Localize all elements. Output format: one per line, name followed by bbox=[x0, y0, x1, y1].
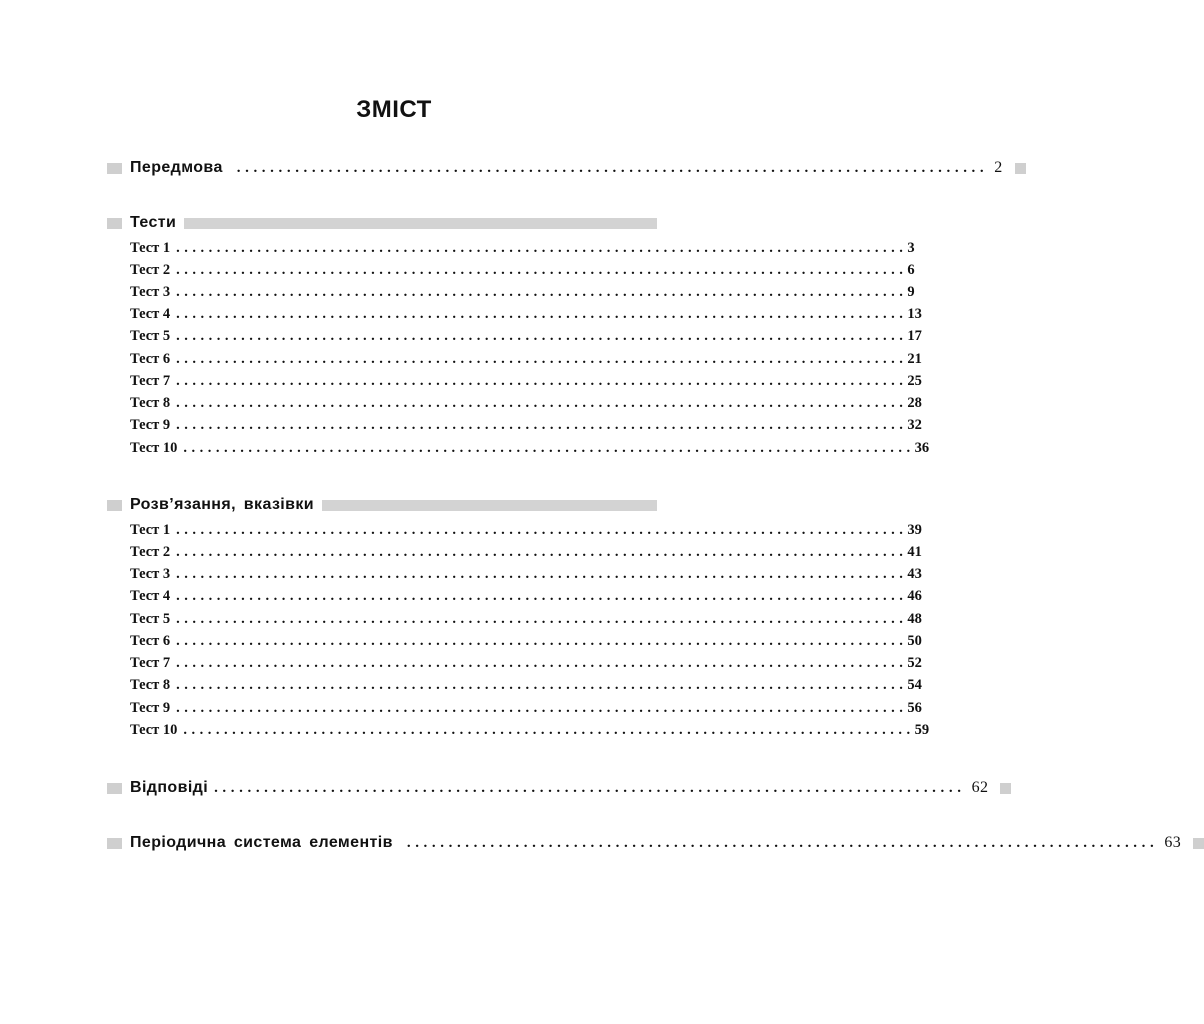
section-marker bbox=[107, 163, 122, 174]
toc-item-solution[interactable] bbox=[130, 522, 922, 542]
dot-leader: .......................................................................................... bbox=[176, 328, 908, 344]
section-label: Передмова bbox=[130, 159, 223, 176]
page-number: 2 bbox=[994, 159, 1003, 176]
dot-leader: .......................................................................................... bbox=[176, 284, 908, 300]
page-number: 59 bbox=[914, 722, 930, 738]
page-number: 6 bbox=[907, 262, 915, 278]
toc-section-answers[interactable] bbox=[107, 777, 989, 799]
dot-leader: .......................................................................................... bbox=[236, 159, 989, 176]
page-number: 52 bbox=[907, 655, 922, 671]
dot-leader: .......................................................................................... bbox=[176, 566, 908, 582]
dot-leader: .......................................................................................... bbox=[183, 722, 915, 738]
toc-item-test[interactable] bbox=[130, 262, 915, 282]
dot-leader: .......................................................................................... bbox=[176, 417, 908, 433]
item-label: Тест 10 bbox=[130, 722, 178, 738]
section-label: Тести bbox=[130, 214, 177, 231]
item-label: Тест 7 bbox=[130, 373, 171, 389]
toc-section-tests[interactable] bbox=[107, 212, 657, 234]
page-number: 54 bbox=[907, 677, 922, 693]
toc-item-test[interactable] bbox=[130, 417, 922, 437]
dot-leader: .......................................................................................... bbox=[176, 655, 908, 671]
item-label: Тест 5 bbox=[130, 328, 171, 344]
item-label: Тест 1 bbox=[130, 522, 171, 538]
item-label: Тест 9 bbox=[130, 700, 171, 716]
item-label: Тест 9 bbox=[130, 417, 171, 433]
toc-item-test[interactable] bbox=[130, 328, 922, 348]
section-bar bbox=[322, 500, 657, 511]
page-number: 36 bbox=[914, 440, 930, 456]
page-number: 21 bbox=[907, 351, 922, 367]
section-bar bbox=[184, 218, 657, 229]
toc-section-periodic-table[interactable] bbox=[107, 832, 1182, 854]
dot-leader: .......................................................................................... bbox=[176, 395, 908, 411]
toc-item-solution[interactable] bbox=[130, 722, 930, 742]
item-label: Тест 7 bbox=[130, 655, 171, 671]
section-marker bbox=[1015, 163, 1026, 174]
toc-item-test[interactable] bbox=[130, 351, 922, 371]
toc-item-solution[interactable] bbox=[130, 633, 922, 653]
toc-item-test[interactable] bbox=[130, 284, 915, 304]
section-marker bbox=[1193, 838, 1204, 849]
dot-leader: .......................................................................................... bbox=[214, 779, 966, 796]
item-label: Тест 10 bbox=[130, 440, 178, 456]
item-label: Тест 4 bbox=[130, 588, 171, 604]
page-number: 28 bbox=[907, 395, 922, 411]
toc-item-test[interactable] bbox=[130, 440, 930, 460]
section-marker bbox=[107, 838, 122, 849]
item-label: Тест 4 bbox=[130, 306, 171, 322]
dot-leader: .......................................................................................... bbox=[406, 834, 1159, 851]
page-number: 46 bbox=[907, 588, 922, 604]
section-marker bbox=[1000, 783, 1011, 794]
section-label: Відповіді bbox=[130, 779, 209, 796]
page-number: 13 bbox=[907, 306, 922, 322]
dot-leader: .......................................................................................... bbox=[176, 351, 908, 367]
dot-leader: .......................................................................................... bbox=[176, 633, 908, 649]
toc-item-solution[interactable] bbox=[130, 677, 922, 697]
dot-leader: .......................................................................................... bbox=[183, 440, 915, 456]
toc-item-solution[interactable] bbox=[130, 700, 922, 720]
page-number: 25 bbox=[907, 373, 922, 389]
dot-leader: .......................................................................................... bbox=[176, 522, 908, 538]
toc-item-solution[interactable] bbox=[130, 655, 922, 675]
page-number: 32 bbox=[907, 417, 922, 433]
page-number: 63 bbox=[1164, 834, 1182, 851]
page-number: 17 bbox=[907, 328, 922, 344]
page-number: 48 bbox=[907, 611, 922, 627]
toc-item-test[interactable] bbox=[130, 240, 915, 260]
toc-section-preface[interactable] bbox=[107, 157, 1003, 179]
toc-item-test[interactable] bbox=[130, 373, 922, 393]
page-number: 9 bbox=[907, 284, 915, 300]
section-marker bbox=[107, 783, 122, 794]
dot-leader: .......................................................................................... bbox=[176, 611, 908, 627]
item-label: Тест 3 bbox=[130, 566, 171, 582]
section-label: Періодична система елементів bbox=[130, 834, 393, 851]
item-label: Тест 3 bbox=[130, 284, 171, 300]
item-label: Тест 6 bbox=[130, 633, 171, 649]
dot-leader: .......................................................................................... bbox=[176, 677, 908, 693]
page-number: 3 bbox=[907, 240, 915, 256]
dot-leader: .......................................................................................... bbox=[176, 588, 908, 604]
item-label: Тест 2 bbox=[130, 262, 171, 278]
toc-item-test[interactable] bbox=[130, 395, 922, 415]
item-label: Тест 1 bbox=[130, 240, 171, 256]
item-label: Тест 8 bbox=[130, 395, 171, 411]
toc-item-solution[interactable] bbox=[130, 588, 922, 608]
section-marker bbox=[107, 500, 122, 511]
item-label: Тест 6 bbox=[130, 351, 171, 367]
toc-item-solution[interactable] bbox=[130, 611, 922, 631]
section-label: Розв’язання, вказівки bbox=[130, 496, 315, 513]
toc-item-test[interactable] bbox=[130, 306, 922, 326]
dot-leader: .......................................................................................... bbox=[176, 240, 908, 256]
page-number: 62 bbox=[971, 779, 989, 796]
item-label: Тест 5 bbox=[130, 611, 171, 627]
page-number: 56 bbox=[907, 700, 922, 716]
dot-leader: .......................................................................................... bbox=[176, 262, 908, 278]
toc-section-solutions[interactable] bbox=[107, 494, 657, 516]
page-number: 39 bbox=[907, 522, 922, 538]
dot-leader: .......................................................................................... bbox=[176, 306, 908, 322]
dot-leader: .......................................................................................... bbox=[176, 700, 908, 716]
item-label: Тест 8 bbox=[130, 677, 171, 693]
page-number: 50 bbox=[907, 633, 922, 649]
section-marker bbox=[107, 218, 122, 229]
page-number: 43 bbox=[907, 566, 922, 582]
dot-leader: .......................................................................................... bbox=[176, 373, 908, 389]
page-number: 41 bbox=[907, 544, 922, 560]
dot-leader: .......................................................................................... bbox=[176, 544, 908, 560]
toc-item-solution[interactable] bbox=[130, 566, 922, 586]
toc-item-solution[interactable] bbox=[130, 544, 922, 564]
item-label: Тест 2 bbox=[130, 544, 171, 560]
page-title: ЗМІСТ bbox=[356, 96, 432, 123]
